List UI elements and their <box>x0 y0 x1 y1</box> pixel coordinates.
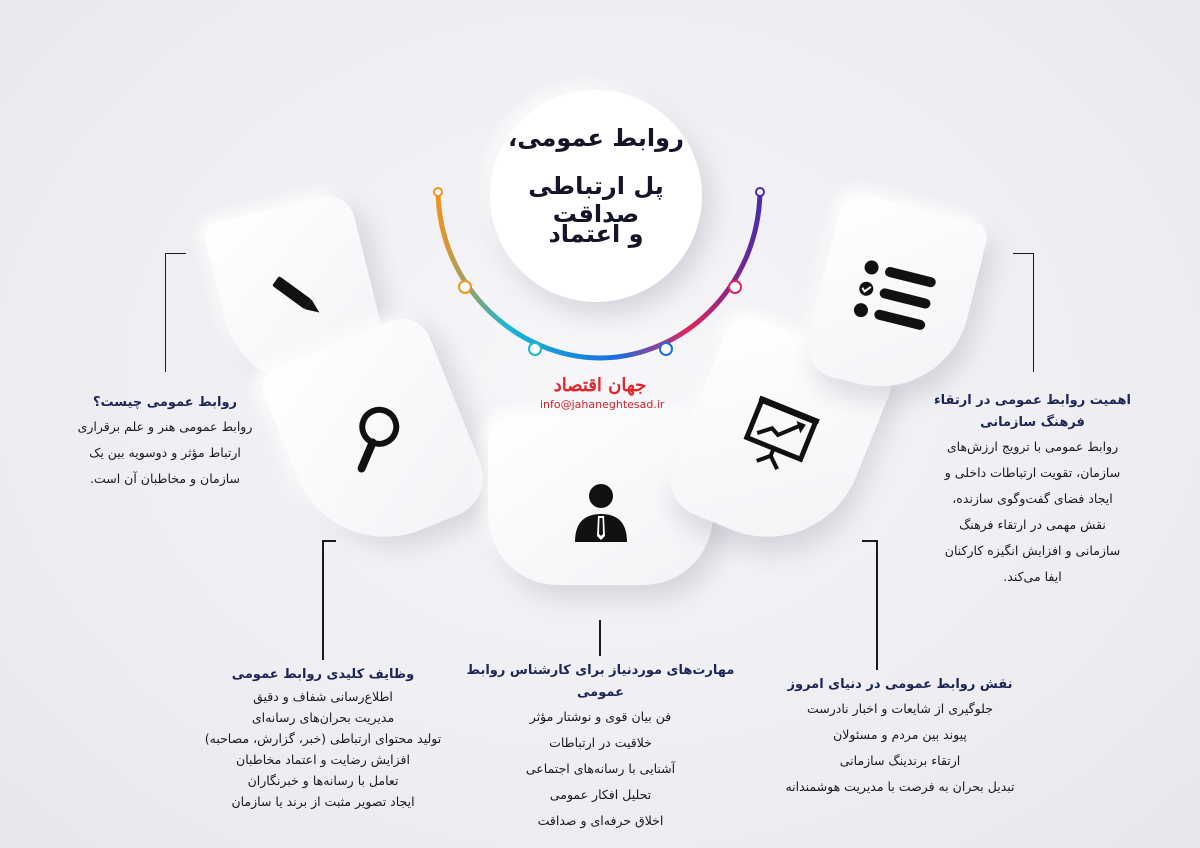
brand-logo: جهان اقتصاد <box>553 375 647 396</box>
section-line: سازمان، تقویت ارتباطات داخلی و <box>944 465 1121 480</box>
section-line: ایفا می‌کند. <box>1003 569 1062 584</box>
section-line: اطلاع‌رسانی شفاف و دقیق <box>253 689 393 704</box>
section-line: سازمانی و افزایش انگیزه کارکنان <box>944 543 1121 558</box>
section-heading: نقش روابط عمومی در دنیای امروز <box>787 677 1013 692</box>
section-heading: مهارت‌های موردنیاز برای کارشناس روابط عمومی <box>466 663 735 700</box>
section-heading: فرهنگ سازمانی <box>980 415 1085 430</box>
section-heading: اهمیت روابط عمومی در ارتقاء <box>934 393 1131 408</box>
section-line: تعامل با رسانه‌ها و خبرنگاران <box>247 773 399 788</box>
arc-dot <box>660 343 672 355</box>
section-importance <box>920 390 1145 590</box>
section-line: نقش مهمی در ارتقاء فرهنگ <box>959 517 1106 532</box>
arc-dot <box>729 281 741 293</box>
section-role-today <box>750 674 1050 800</box>
section-line: آشنایی با رسانه‌های اجتماعی <box>525 761 676 776</box>
section-line: اخلاق حرفه‌ای و صداقت <box>537 813 664 828</box>
section-line: ایجاد تصویر مثبت از برند یا سازمان <box>231 794 415 809</box>
section-line: پیوند بین مردم و مسئولان <box>833 727 967 742</box>
section-line: ارتباط مؤثر و دوسویه بین یک <box>89 445 241 460</box>
connector-mid-left-tick <box>322 540 336 542</box>
businessman-icon <box>569 480 633 548</box>
title-circle <box>490 90 702 302</box>
section-what-is <box>60 392 270 492</box>
section-line: تبدیل بحران به فرصت با مدیریت هوشمندانه <box>785 779 1015 794</box>
section-line: افزایش رضایت و اعتماد مخاطبان <box>236 752 410 767</box>
presentation-chart-icon <box>731 390 824 485</box>
section-line: سازمان و مخاطبان آن است. <box>89 471 241 486</box>
arc-dot <box>529 343 541 355</box>
connector-top-left <box>165 253 186 372</box>
arc-dot <box>434 188 442 196</box>
connector-mid-left <box>322 540 324 660</box>
section-heading: روابط عمومی چیست؟ <box>92 395 238 410</box>
section-skills <box>448 660 753 834</box>
connector-middle <box>599 620 601 656</box>
title-line-3: و اعتماد <box>548 220 644 248</box>
connector-top-right <box>1013 253 1034 372</box>
section-line: جلوگیری از شایعات و اخبار نادرست <box>807 701 993 716</box>
arc-dot <box>459 281 471 293</box>
section-heading: وظایف کلیدی روابط عمومی <box>231 667 415 682</box>
connector-mid-right <box>876 540 878 670</box>
section-line: مدیریت بحران‌های رسانه‌ای <box>251 710 395 725</box>
section-line: فن بیان قوی و نوشتار مؤثر <box>529 709 672 724</box>
title-line-1: روابط عمومی، <box>508 124 684 152</box>
section-line: ارتقاء برندینگ سازمانی <box>839 753 961 768</box>
brand <box>540 375 665 411</box>
magnifier-icon <box>329 390 422 485</box>
section-line: روابط عمومی با ترویج ارزش‌های <box>946 439 1119 454</box>
section-line: خلاقیت در ارتباطات <box>549 735 652 750</box>
section-line: روابط عمومی هنر و علم برقراری <box>77 419 253 434</box>
section-line: تحلیل افکار عمومی <box>549 787 652 802</box>
title-line-2: پل ارتباطی صداقت <box>528 172 664 228</box>
section-line: تولید محتوای ارتباطی (خبر، گزارش، مصاحبه) <box>204 731 442 746</box>
section-duties <box>188 664 458 812</box>
checklist-icon <box>848 255 942 340</box>
connector-mid-right-tick <box>862 540 876 542</box>
section-line: ایجاد فضای گفت‌وگوی سازنده، <box>952 491 1113 506</box>
arc-dot <box>756 188 764 196</box>
brand-email: info@jahaneghtesad.ir <box>540 398 665 411</box>
pencil-icon <box>258 257 337 338</box>
